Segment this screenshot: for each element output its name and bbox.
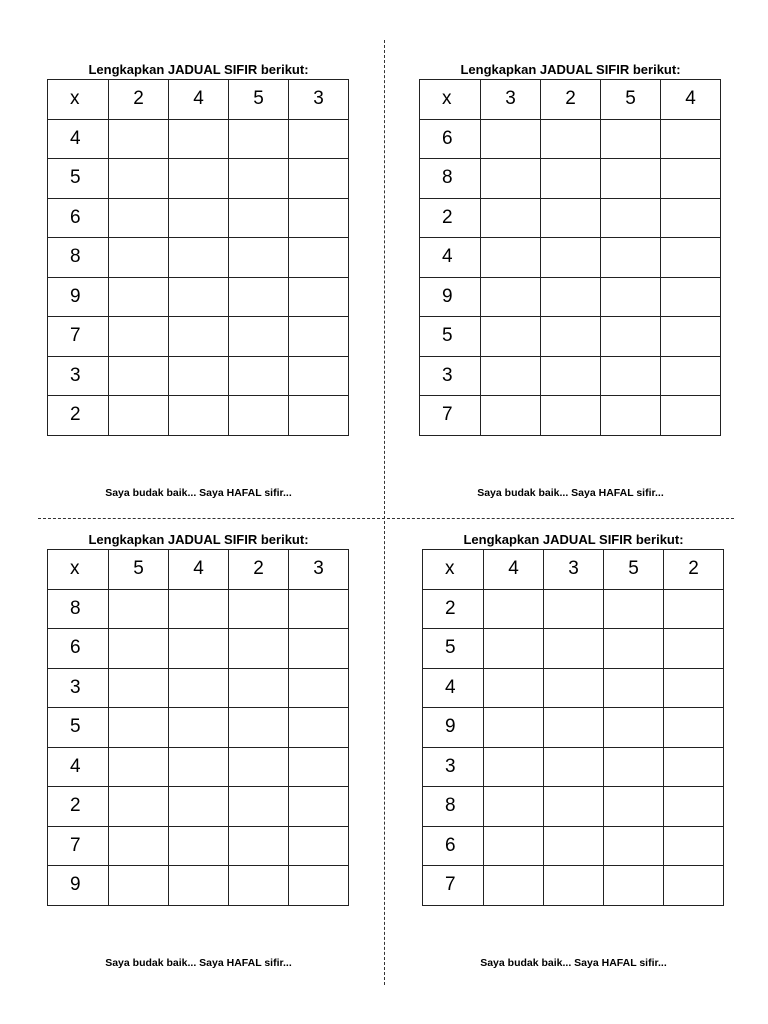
answer-cell[interactable]	[109, 826, 169, 866]
column-header-cell: 3	[544, 550, 604, 590]
table-row	[48, 317, 349, 357]
multiply-sign-cell: x	[423, 550, 484, 590]
answer-cell[interactable]	[229, 629, 289, 669]
answer-cell[interactable]	[484, 747, 544, 787]
answer-cell[interactable]	[541, 277, 601, 317]
table-row	[48, 238, 349, 278]
answer-cell[interactable]	[229, 277, 289, 317]
answer-cell[interactable]	[169, 356, 229, 396]
answer-cell[interactable]	[229, 396, 289, 436]
answer-cell[interactable]	[481, 396, 541, 436]
answer-cell[interactable]	[484, 787, 544, 827]
answer-cell[interactable]	[661, 119, 721, 159]
answer-cell[interactable]	[229, 866, 289, 906]
multiplication-table	[419, 79, 721, 436]
answer-cell[interactable]	[169, 396, 229, 436]
column-header-cell: 2	[541, 80, 601, 120]
table-row	[48, 396, 349, 436]
answer-cell[interactable]	[544, 708, 604, 748]
answer-cell[interactable]	[289, 198, 349, 238]
answer-cell[interactable]	[109, 668, 169, 708]
answer-cell[interactable]	[661, 317, 721, 357]
answer-cell[interactable]	[229, 198, 289, 238]
column-header-cell: 2	[109, 80, 169, 120]
table-row	[423, 787, 724, 827]
horizontal-cut-line	[38, 518, 734, 519]
table-row	[420, 396, 721, 436]
row-header-cell: 4	[48, 747, 109, 787]
sheet-footer-motto: Saya budak baik... Saya HAFAL sifir...	[105, 957, 292, 969]
answer-cell[interactable]	[664, 668, 724, 708]
answer-cell[interactable]	[664, 708, 724, 748]
answer-cell[interactable]	[289, 159, 349, 199]
row-header-cell: 6	[48, 198, 109, 238]
row-header-cell: 7	[423, 866, 484, 906]
answer-cell[interactable]	[601, 356, 661, 396]
answer-cell[interactable]	[109, 238, 169, 278]
column-header-cell: 3	[289, 80, 349, 120]
answer-cell[interactable]	[109, 708, 169, 748]
answer-cell[interactable]	[109, 866, 169, 906]
table-row	[48, 629, 349, 669]
column-header-cell: 4	[484, 550, 544, 590]
column-header-cell: 4	[169, 550, 229, 590]
answer-cell[interactable]	[601, 159, 661, 199]
table-row	[423, 629, 724, 669]
row-header-cell: 2	[48, 396, 109, 436]
table-row	[420, 159, 721, 199]
table-row	[48, 866, 349, 906]
answer-cell[interactable]	[604, 747, 664, 787]
table-row	[423, 866, 724, 906]
table-row	[48, 747, 349, 787]
answer-cell[interactable]	[229, 826, 289, 866]
answer-cell[interactable]	[169, 866, 229, 906]
table-row	[420, 198, 721, 238]
column-header-cell: 3	[289, 550, 349, 590]
multiplication-table	[422, 549, 724, 906]
table-row	[420, 119, 721, 159]
table-row	[420, 317, 721, 357]
answer-cell[interactable]	[484, 866, 544, 906]
answer-cell[interactable]	[229, 747, 289, 787]
table-row	[423, 708, 724, 748]
answer-cell[interactable]	[541, 159, 601, 199]
answer-cell[interactable]	[601, 396, 661, 436]
column-header-cell: 5	[601, 80, 661, 120]
answer-cell[interactable]	[661, 159, 721, 199]
answer-cell[interactable]	[541, 356, 601, 396]
row-header-cell: 8	[48, 589, 109, 629]
sheet-title: Lengkapkan JADUAL SIFIR berikut:	[463, 532, 684, 547]
answer-cell[interactable]	[169, 629, 229, 669]
table-row	[48, 277, 349, 317]
answer-cell[interactable]	[481, 277, 541, 317]
answer-cell[interactable]	[541, 119, 601, 159]
answer-cell[interactable]	[664, 866, 724, 906]
answer-cell[interactable]	[604, 866, 664, 906]
row-header-cell: 7	[48, 317, 109, 357]
answer-cell[interactable]	[289, 356, 349, 396]
row-header-cell: 5	[420, 317, 481, 357]
column-header-cell: 4	[169, 80, 229, 120]
answer-cell[interactable]	[604, 787, 664, 827]
table-header-row	[420, 80, 721, 120]
answer-cell[interactable]	[604, 668, 664, 708]
multiplication-table	[47, 79, 349, 436]
answer-cell[interactable]	[289, 396, 349, 436]
answer-cell[interactable]	[541, 198, 601, 238]
answer-cell[interactable]	[229, 668, 289, 708]
row-header-cell: 8	[423, 787, 484, 827]
answer-cell[interactable]	[169, 747, 229, 787]
answer-cell[interactable]	[544, 826, 604, 866]
table-row	[48, 708, 349, 748]
answer-cell[interactable]	[109, 747, 169, 787]
answer-cell[interactable]	[601, 238, 661, 278]
table-header-row	[423, 550, 724, 590]
sheet-footer-motto: Saya budak baik... Saya HAFAL sifir...	[480, 957, 667, 969]
answer-cell[interactable]	[664, 747, 724, 787]
answer-cell[interactable]	[169, 119, 229, 159]
answer-cell[interactable]	[109, 277, 169, 317]
table-row	[423, 826, 724, 866]
sheet-footer-motto: Saya budak baik... Saya HAFAL sifir...	[105, 487, 292, 499]
row-header-cell: 4	[48, 119, 109, 159]
vertical-cut-line	[384, 40, 385, 985]
answer-cell[interactable]	[604, 589, 664, 629]
row-header-cell: 8	[420, 159, 481, 199]
sheet-title: Lengkapkan JADUAL SIFIR berikut:	[460, 62, 681, 77]
answer-cell[interactable]	[661, 396, 721, 436]
row-header-cell: 7	[48, 826, 109, 866]
table-row	[48, 198, 349, 238]
row-header-cell: 5	[423, 629, 484, 669]
row-header-cell: 5	[48, 159, 109, 199]
row-header-cell: 2	[48, 787, 109, 827]
answer-cell[interactable]	[289, 787, 349, 827]
answer-cell[interactable]	[484, 589, 544, 629]
answer-cell[interactable]	[664, 787, 724, 827]
row-header-cell: 4	[423, 668, 484, 708]
answer-cell[interactable]	[109, 119, 169, 159]
answer-cell[interactable]	[481, 238, 541, 278]
row-header-cell: 2	[423, 589, 484, 629]
answer-cell[interactable]	[604, 629, 664, 669]
answer-cell[interactable]	[169, 826, 229, 866]
answer-cell[interactable]	[604, 826, 664, 866]
row-header-cell: 3	[48, 356, 109, 396]
answer-cell[interactable]	[541, 396, 601, 436]
answer-cell[interactable]	[601, 317, 661, 357]
table-header-row	[48, 550, 349, 590]
row-header-cell: 6	[423, 826, 484, 866]
answer-cell[interactable]	[289, 238, 349, 278]
row-header-cell: 3	[48, 668, 109, 708]
answer-cell[interactable]	[229, 787, 289, 827]
answer-cell[interactable]	[109, 317, 169, 357]
row-header-cell: 6	[420, 119, 481, 159]
answer-cell[interactable]	[661, 356, 721, 396]
table-row	[48, 589, 349, 629]
answer-cell[interactable]	[109, 629, 169, 669]
row-header-cell: 8	[48, 238, 109, 278]
answer-cell[interactable]	[229, 119, 289, 159]
column-header-cell: 5	[604, 550, 664, 590]
answer-cell[interactable]	[664, 629, 724, 669]
table-row	[48, 119, 349, 159]
column-header-cell: 2	[664, 550, 724, 590]
answer-cell[interactable]	[109, 787, 169, 827]
answer-cell[interactable]	[289, 629, 349, 669]
row-header-cell: 5	[48, 708, 109, 748]
answer-cell[interactable]	[664, 826, 724, 866]
answer-cell[interactable]	[169, 238, 229, 278]
answer-cell[interactable]	[109, 198, 169, 238]
answer-cell[interactable]	[664, 589, 724, 629]
row-header-cell: 9	[420, 277, 481, 317]
answer-cell[interactable]	[481, 356, 541, 396]
answer-cell[interactable]	[109, 159, 169, 199]
answer-cell[interactable]	[544, 589, 604, 629]
column-header-cell: 3	[481, 80, 541, 120]
answer-cell[interactable]	[289, 589, 349, 629]
answer-cell[interactable]	[601, 198, 661, 238]
sheet-title: Lengkapkan JADUAL SIFIR berikut:	[88, 62, 309, 77]
answer-cell[interactable]	[229, 238, 289, 278]
answer-cell[interactable]	[169, 277, 229, 317]
row-header-cell: 9	[48, 866, 109, 906]
table-header-row	[48, 80, 349, 120]
sheet-footer-motto: Saya budak baik... Saya HAFAL sifir...	[477, 487, 664, 499]
answer-cell[interactable]	[484, 629, 544, 669]
multiply-sign-cell: x	[48, 80, 109, 120]
row-header-cell: 3	[420, 356, 481, 396]
answer-cell[interactable]	[544, 629, 604, 669]
column-header-cell: 5	[229, 80, 289, 120]
answer-cell[interactable]	[109, 589, 169, 629]
table-row	[48, 787, 349, 827]
answer-cell[interactable]	[484, 826, 544, 866]
answer-cell[interactable]	[544, 668, 604, 708]
answer-cell[interactable]	[289, 317, 349, 357]
multiply-sign-cell: x	[48, 550, 109, 590]
answer-cell[interactable]	[601, 119, 661, 159]
answer-cell[interactable]	[601, 277, 661, 317]
table-row	[48, 668, 349, 708]
answer-cell[interactable]	[481, 317, 541, 357]
answer-cell[interactable]	[289, 708, 349, 748]
row-header-cell: 9	[48, 277, 109, 317]
answer-cell[interactable]	[541, 317, 601, 357]
table-row	[423, 747, 724, 787]
sheet-title: Lengkapkan JADUAL SIFIR berikut:	[88, 532, 309, 547]
answer-cell[interactable]	[289, 668, 349, 708]
table-row	[48, 356, 349, 396]
answer-cell[interactable]	[544, 787, 604, 827]
table-row	[420, 277, 721, 317]
row-header-cell: 7	[420, 396, 481, 436]
answer-cell[interactable]	[289, 119, 349, 159]
row-header-cell: 2	[420, 198, 481, 238]
table-row	[48, 826, 349, 866]
answer-cell[interactable]	[481, 119, 541, 159]
answer-cell[interactable]	[229, 708, 289, 748]
answer-cell[interactable]	[229, 356, 289, 396]
column-header-cell: 5	[109, 550, 169, 590]
row-header-cell: 4	[420, 238, 481, 278]
answer-cell[interactable]	[484, 708, 544, 748]
answer-cell[interactable]	[544, 747, 604, 787]
answer-cell[interactable]	[109, 396, 169, 436]
answer-cell[interactable]	[661, 238, 721, 278]
answer-cell[interactable]	[169, 787, 229, 827]
answer-cell[interactable]	[541, 238, 601, 278]
answer-cell[interactable]	[169, 589, 229, 629]
answer-cell[interactable]	[604, 708, 664, 748]
table-row	[423, 668, 724, 708]
answer-cell[interactable]	[229, 159, 289, 199]
multiply-sign-cell: x	[420, 80, 481, 120]
answer-cell[interactable]	[229, 317, 289, 357]
answer-cell[interactable]	[289, 747, 349, 787]
answer-cell[interactable]	[544, 866, 604, 906]
answer-cell[interactable]	[229, 589, 289, 629]
row-header-cell: 6	[48, 629, 109, 669]
table-row	[48, 159, 349, 199]
answer-cell[interactable]	[169, 198, 229, 238]
table-row	[423, 589, 724, 629]
answer-cell[interactable]	[484, 668, 544, 708]
answer-cell[interactable]	[289, 826, 349, 866]
table-row	[420, 238, 721, 278]
answer-cell[interactable]	[481, 198, 541, 238]
answer-cell[interactable]	[661, 277, 721, 317]
answer-cell[interactable]	[289, 277, 349, 317]
column-header-cell: 4	[661, 80, 721, 120]
answer-cell[interactable]	[169, 317, 229, 357]
answer-cell[interactable]	[289, 866, 349, 906]
row-header-cell: 9	[423, 708, 484, 748]
multiplication-table	[47, 549, 349, 906]
answer-cell[interactable]	[661, 198, 721, 238]
answer-cell[interactable]	[481, 159, 541, 199]
column-header-cell: 2	[229, 550, 289, 590]
answer-cell[interactable]	[169, 708, 229, 748]
answer-cell[interactable]	[109, 356, 169, 396]
answer-cell[interactable]	[169, 668, 229, 708]
answer-cell[interactable]	[169, 159, 229, 199]
row-header-cell: 3	[423, 747, 484, 787]
table-row	[420, 356, 721, 396]
